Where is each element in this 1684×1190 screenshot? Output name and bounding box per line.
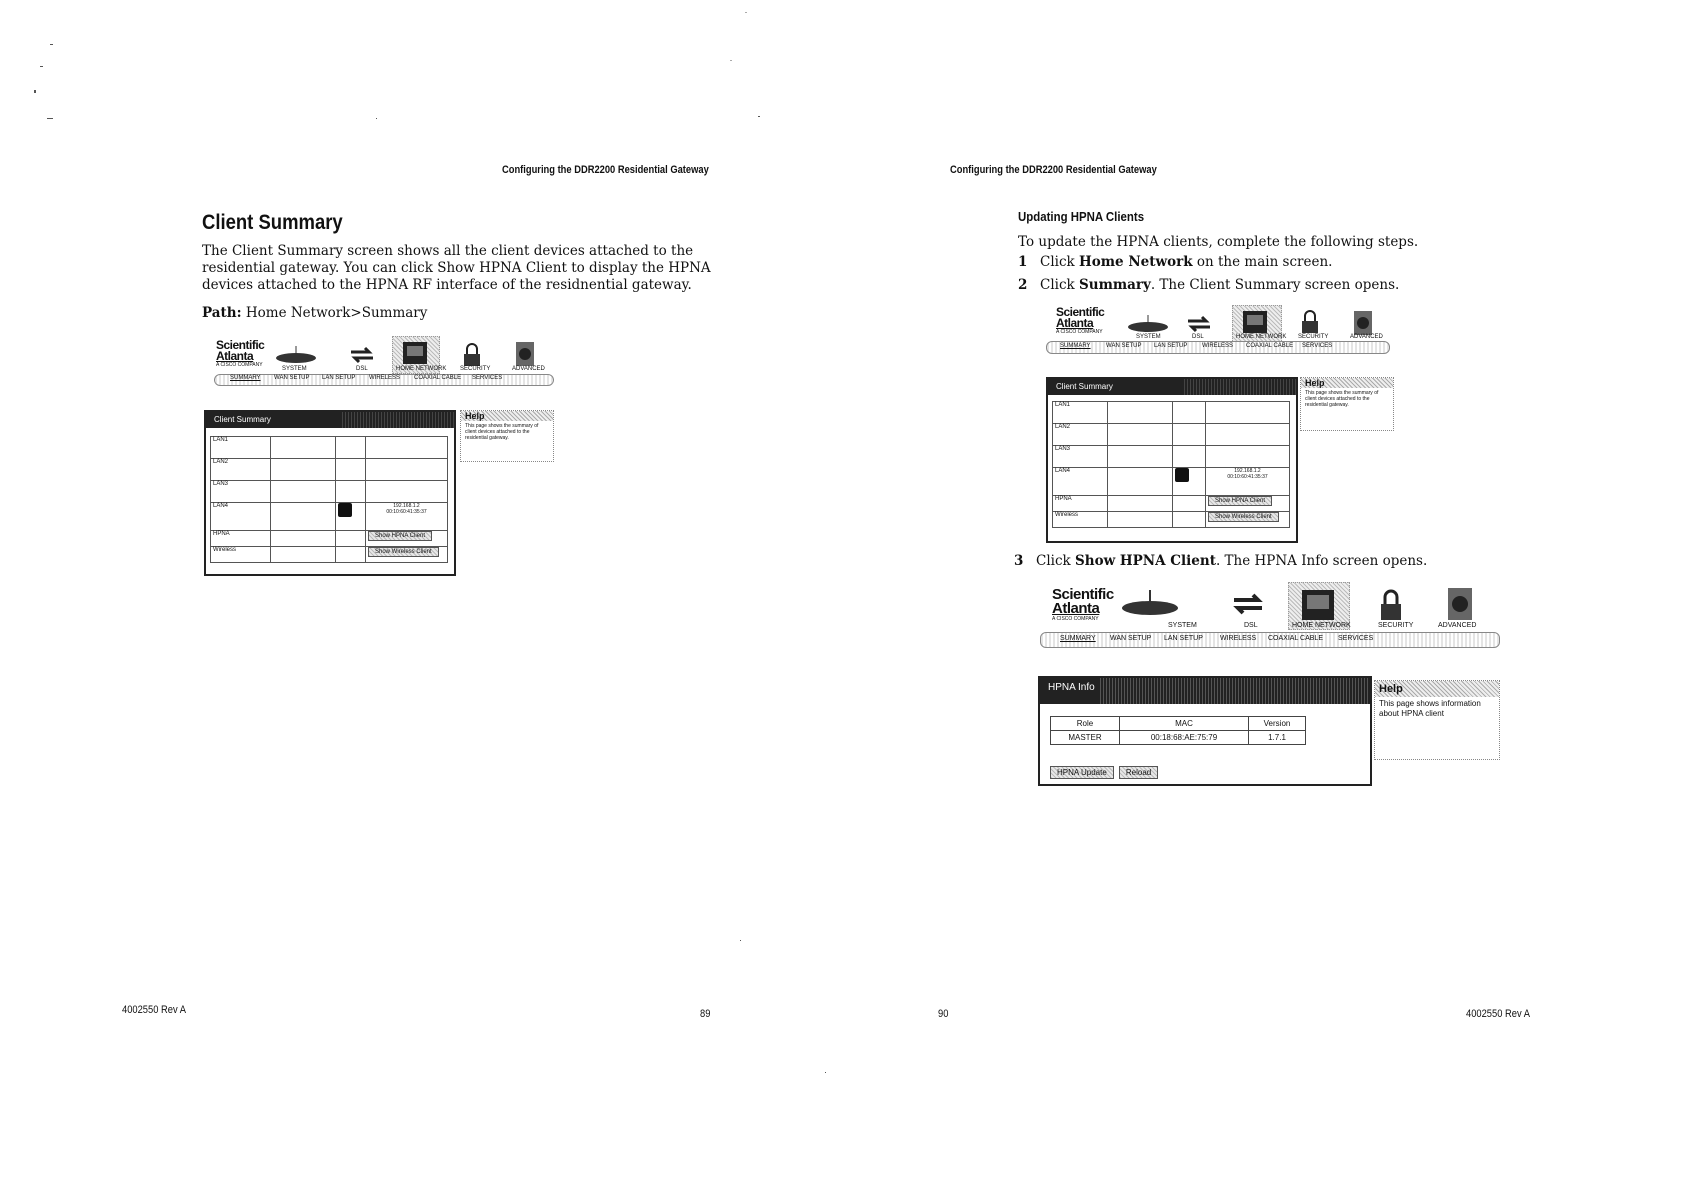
security-icon[interactable] [1378,588,1404,622]
scientific-atlanta-logo: Scientific Atlanta A CISCO COMPANY [1056,305,1105,335]
header-mac: MAC [1120,717,1249,731]
subnav-lan-setup[interactable]: LAN SETUP [1164,635,1203,642]
subnav-wan-setup[interactable]: WAN SETUP [1106,343,1142,349]
show-hpna-client-button[interactable]: Show HPNA Client [1208,496,1272,506]
nav-label-security: SECURITY [460,366,491,372]
nav-label-dsl: DSL [1192,334,1204,340]
page-title: Client Summary [202,211,343,234]
row-lan1: LAN1 [1053,402,1108,424]
security-icon[interactable] [1300,309,1320,335]
hpna-update-button[interactable]: HPNA Update [1050,766,1114,779]
dsl-icon[interactable] [1186,315,1212,333]
reload-button[interactable]: Reload [1119,766,1158,779]
hpna-info-panel [1038,676,1372,786]
row-wireless: Wireless [211,547,271,563]
nav-label-advanced: ADVANCED [512,366,545,372]
help-box-small [460,410,554,462]
home-network-icon[interactable] [1240,309,1270,337]
nav-label-system: SYSTEM [1168,622,1197,629]
subnav-summary[interactable]: SUMMARY [1060,635,1096,642]
path-line [202,305,427,321]
router-nav-medium [1046,305,1390,357]
row-hpna: HPNA [1053,496,1108,512]
nav-label-advanced: ADVANCED [1350,334,1383,340]
router-nav-small [214,336,554,388]
client-summary-panel-medium [1046,377,1298,543]
lan4-ip: 192.168.1.2 [1234,468,1261,474]
home-network-icon[interactable] [400,340,430,368]
hpna-info-table [1050,716,1306,745]
subnav-coaxial-cable[interactable]: COAXIAL CABLE [1246,343,1294,349]
row-lan3: LAN3 [211,481,271,503]
intro-paragraph: The Client Summary screen shows all the client devices attached to the residential gateway. You can click Show HPNA Client to display the HPNA devices attached to the HPNA RF interface of the residnential gateway. [202,243,711,293]
subnav-lan-setup[interactable]: LAN SETUP [322,375,356,381]
row-lan2: LAN2 [1053,424,1108,446]
show-wireless-client-button[interactable]: Show Wireless Client [368,547,439,557]
nav-label-home-network: HOME NETWORK [1292,622,1351,629]
nav-label-home-network: HOME NETWORK [396,366,447,372]
dsl-icon[interactable] [1232,592,1264,616]
client-summary-table [210,436,448,563]
system-icon[interactable] [1126,315,1171,333]
help-title: Help [1375,681,1499,697]
step-1: 1 Click Home Network on the main screen. [1018,254,1333,270]
subnav-coaxial-cable[interactable]: COAXIAL CABLE [414,375,462,381]
nav-label-dsl: DSL [356,366,368,372]
help-title: Help [461,411,553,421]
subnav-summary[interactable]: SUMMARY [230,375,261,381]
show-hpna-client-button[interactable]: Show HPNA Client [368,531,432,541]
section-intro: To update the HPNA clients, complete the following steps. [1018,234,1419,250]
right-footer-doc: 4002550 Rev A [1466,1008,1530,1020]
lan4-ip: 192.168.1.2 [393,503,420,509]
advanced-icon[interactable] [1446,586,1474,622]
hpna-button-row [1050,760,1158,779]
computer-icon [1175,468,1189,482]
subnav-wan-setup[interactable]: WAN SETUP [1110,635,1152,642]
row-wireless: Wireless [1053,512,1108,528]
step-3: 3 Click Show HPNA Client. The HPNA Info screen opens. [1014,553,1428,569]
header-role: Role [1051,717,1120,731]
router-nav-large [1040,582,1500,650]
nav-label-advanced: ADVANCED [1438,622,1477,629]
lan4-mac: 00:10:60:41:35:37 [386,509,427,515]
subnav-wan-setup[interactable]: WAN SETUP [274,375,310,381]
subnav-wireless[interactable]: WIRELESS [1220,635,1257,642]
client-summary-table [1052,401,1290,528]
subnav-services[interactable]: SERVICES [1338,635,1374,642]
help-box-medium [1300,377,1394,431]
scientific-atlanta-logo: Scientific Atlanta A CISCO COMPANY [1052,586,1114,622]
help-title: Help [1301,378,1393,388]
client-summary-title: Client Summary [206,412,454,428]
client-summary-title: Client Summary [1048,379,1296,395]
home-network-icon[interactable] [1298,588,1338,624]
row-lan4: LAN4 [1053,468,1108,496]
left-page-number: 89 [700,1008,711,1020]
subnav-summary[interactable]: SUMMARY [1060,343,1091,349]
row-lan3: LAN3 [1053,446,1108,468]
subnav-services[interactable]: SERVICES [472,375,503,381]
row-lan1: LAN1 [211,437,271,459]
path-value: Home Network>Summary [245,305,428,321]
nav-label-system: SYSTEM [1136,334,1161,340]
lan4-mac: 00:10:60:41:35:37 [1227,474,1268,480]
scientific-atlanta-logo: Scientific Atlanta A CISCO COMPANY [216,338,265,368]
dsl-icon[interactable] [349,346,375,364]
row-hpna: HPNA [211,531,271,547]
cell-mac: 00:18:68:AE:75:79 [1120,731,1249,745]
subnav-coaxial-cable[interactable]: COAXIAL CABLE [1268,635,1323,642]
computer-icon [338,503,352,517]
right-page-number: 90 [938,1008,949,1020]
hpna-info-title: HPNA Info [1040,678,1370,704]
nav-label-home-network: HOME NETWORK [1236,334,1287,340]
row-lan4: LAN4 [211,503,271,531]
section-title: Updating HPNA Clients [1018,209,1145,224]
security-icon[interactable] [462,342,482,368]
system-icon[interactable] [1120,590,1180,616]
subnav-lan-setup[interactable]: LAN SETUP [1154,343,1188,349]
client-summary-panel-small [204,410,456,576]
subnav-wireless[interactable]: WIRELESS [1202,343,1234,349]
advanced-icon[interactable] [1352,309,1374,337]
subnav-services[interactable]: SERVICES [1302,343,1333,349]
row-lan2: LAN2 [211,459,271,481]
nav-label-security: SECURITY [1378,622,1414,629]
help-text: This page shows the summary of client devices attached to the residential gateway. [1305,390,1379,408]
left-footer-doc: 4002550 Rev A [122,1004,186,1016]
nav-label-security: SECURITY [1298,334,1329,340]
cell-role: MASTER [1051,731,1120,745]
left-running-header: Configuring the DDR2200 Residential Gateway [502,164,709,176]
right-running-header: Configuring the DDR2200 Residential Gateway [950,164,1157,176]
subnav-wireless[interactable]: WIRELESS [369,375,401,381]
show-wireless-client-button[interactable]: Show Wireless Client [1208,512,1279,522]
advanced-icon[interactable] [514,340,536,368]
header-version: Version [1249,717,1306,731]
help-text: This page shows information about HPNA client [1379,699,1481,718]
step-2: 2 Click Summary. The Client Summary screen opens. [1018,277,1400,293]
system-icon[interactable] [274,346,319,364]
path-label: Path: [202,305,242,321]
cell-version: 1.7.1 [1249,731,1306,745]
nav-label-dsl: DSL [1244,622,1258,629]
help-text: This page shows the summary of client devices attached to the residential gateway. [465,423,539,441]
nav-label-system: SYSTEM [282,366,307,372]
help-box-hpna [1374,680,1500,760]
